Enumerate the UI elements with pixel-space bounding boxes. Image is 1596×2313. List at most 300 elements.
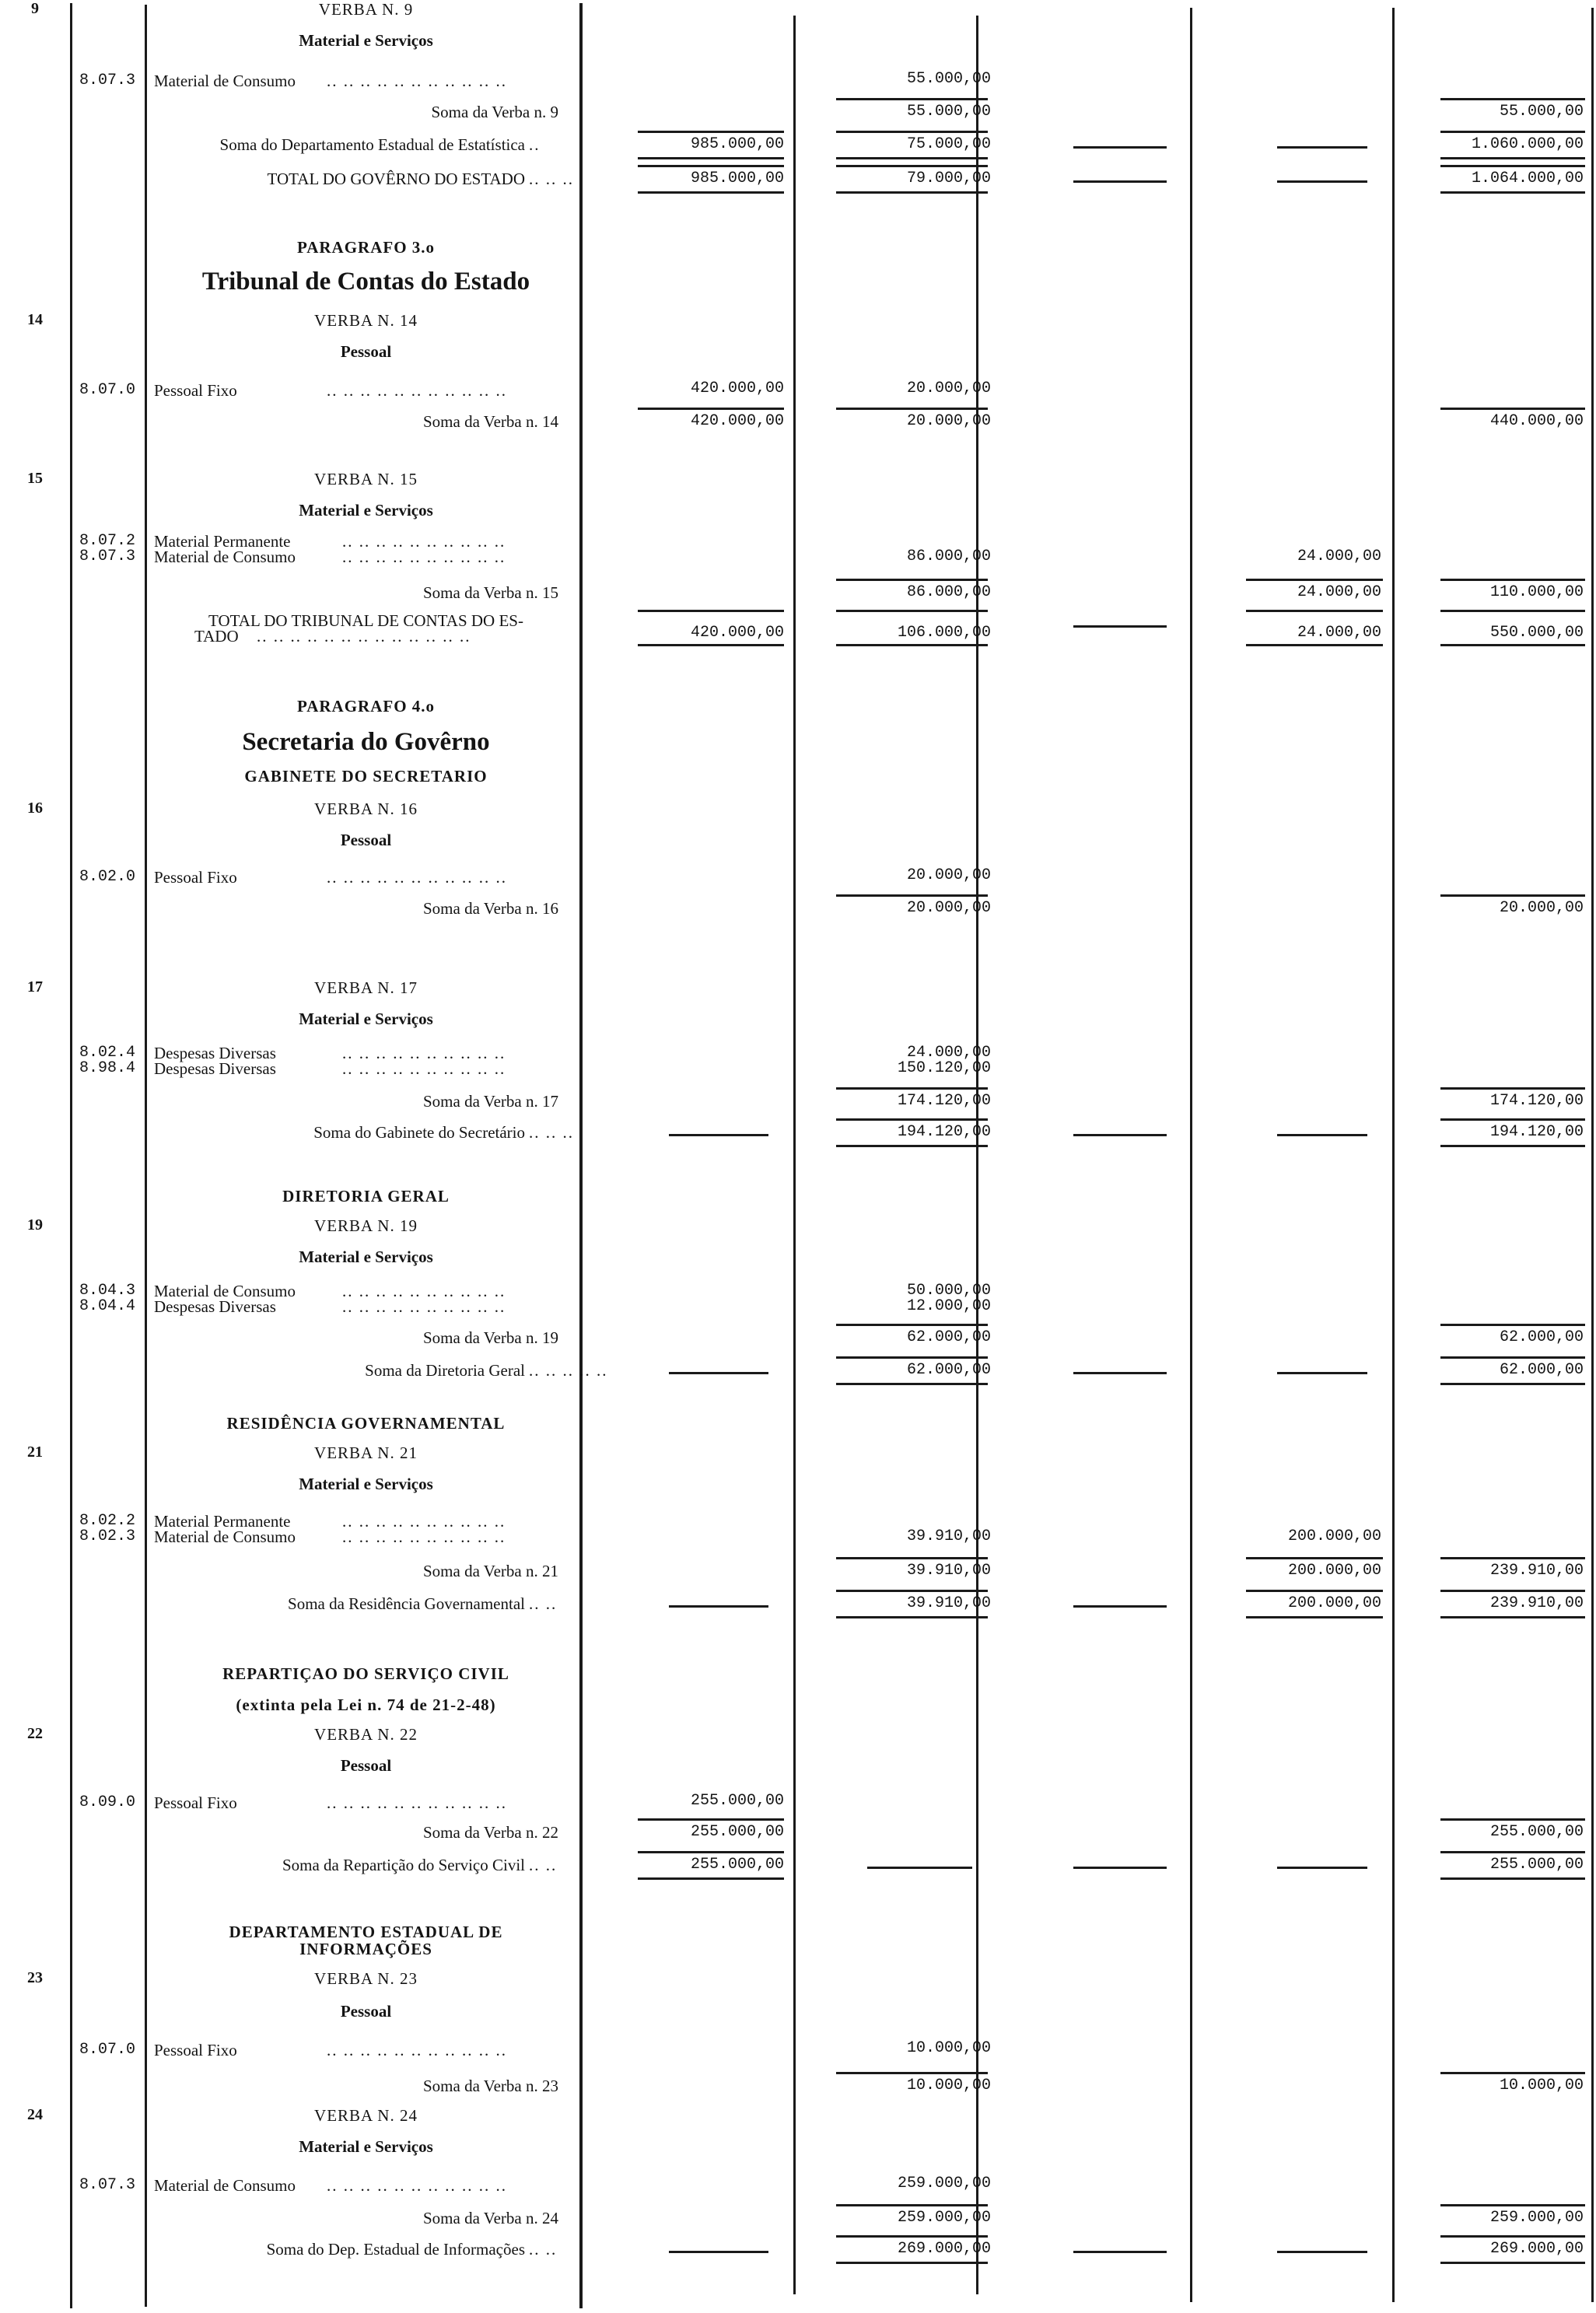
- entry-row: [0, 1559, 1596, 1590]
- amount-c2: 106.000,00: [897, 624, 991, 642]
- verba-heading: VERBA N. 21: [314, 1443, 418, 1462]
- entry-row: [0, 532, 1596, 566]
- double-rule: [836, 157, 988, 159]
- item-description: Material de Consumo: [154, 2176, 296, 2195]
- sum-rule: [638, 408, 784, 410]
- sum-label: Soma da Verba n. 16: [423, 899, 558, 918]
- amount-c5: 55.000,00: [1499, 103, 1584, 121]
- leader-dots: .. .. .. .. .. .. .. .. .. ..: [342, 1059, 506, 1078]
- amount-c5: 239.910,00: [1489, 1562, 1584, 1580]
- amount-c5: 269.000,00: [1489, 2240, 1584, 2258]
- sum-label: Soma da Verba n. 21: [423, 1562, 558, 1580]
- leader-dots: .. ..: [529, 2240, 558, 2259]
- sum-rule: [836, 1118, 988, 1121]
- amount-c2: 86.000,00: [906, 583, 991, 601]
- sum-rule: [836, 2072, 988, 2074]
- sum-rule: [1246, 579, 1383, 581]
- budget-code: 8.04.4: [79, 1297, 136, 1315]
- amount-c5: 440.000,00: [1489, 412, 1584, 430]
- item-description: Pessoal Fixo: [154, 1793, 237, 1812]
- sum-rule: [1440, 1590, 1585, 1592]
- entry-row: [0, 1820, 1596, 1851]
- blank-total-rule: [1073, 1867, 1167, 1869]
- amount-c1: 985.000,00: [690, 170, 784, 187]
- sum-rule: [1440, 1087, 1585, 1090]
- blank-total-rule: [1073, 1372, 1167, 1374]
- entry-row: [0, 1325, 1596, 1356]
- sum-label: Soma da Verba n. 17: [423, 1092, 558, 1111]
- entry-row: [0, 929, 1596, 958]
- double-rule: [638, 191, 784, 194]
- double-rule: [1440, 644, 1585, 646]
- entry-row: [0, 233, 1596, 266]
- sum-rule: [836, 610, 988, 612]
- leader-dots: .. .. .. .. .. .. .. .. .. .. ..: [327, 72, 507, 90]
- department-heading: DEPARTAMENTO ESTADUAL DE: [229, 1923, 503, 1941]
- leader-dots: ..: [529, 135, 541, 154]
- entry-row: [0, 1282, 1596, 1316]
- amount-c2: 259.000,00: [897, 2209, 991, 2227]
- sum-rule: [836, 1087, 988, 1090]
- double-rule: [1440, 1877, 1585, 1880]
- leader-dots: .. .. .. .. .. .. .. .. .. .. ..: [327, 1793, 507, 1812]
- double-rule: [638, 157, 784, 159]
- double-rule: [1440, 1145, 1585, 1147]
- sum-rule: [1440, 408, 1585, 410]
- sum-rule: [1246, 610, 1383, 612]
- verba-heading: VERBA N. 24: [314, 2106, 418, 2125]
- entry-row: [0, 1247, 1596, 1279]
- entry-row: [0, 31, 1596, 62]
- sum-rule: [638, 1851, 784, 1853]
- blank-total-rule: [669, 2251, 768, 2253]
- verba-number: 14: [27, 311, 43, 328]
- sum-label: Soma da Verba n. 14: [423, 412, 558, 431]
- entry-row: [0, 100, 1596, 131]
- entry-row: [0, 978, 1596, 1010]
- leader-dots: .. .. .. .. .. .. .. .. .. .. ..: [327, 868, 507, 887]
- entry-row: [0, 1756, 1596, 1787]
- leader-dots: .. .. .. .. .. .. .. .. .. .. ..: [327, 381, 507, 400]
- entry-row: [0, 831, 1596, 862]
- entry-row: [0, 1010, 1596, 1041]
- entry-row: [0, 0, 1596, 31]
- amount-c5: 62.000,00: [1499, 1328, 1584, 1346]
- leader-dots: .. .. .. .. .. .. .. .. .. ..: [342, 1044, 506, 1062]
- double-rule: [638, 1877, 784, 1880]
- amount-c5: 62.000,00: [1499, 1361, 1584, 1379]
- amount-c1: 420.000,00: [690, 412, 784, 430]
- item-description: Material Permanente: [154, 532, 291, 551]
- verba-number: 17: [27, 978, 43, 996]
- double-rule: [1246, 1616, 1383, 1618]
- amount-c4: 24.000,00: [1297, 583, 1381, 601]
- section-title: Secretaria do Govêrno: [242, 728, 490, 756]
- sum-rule: [1440, 579, 1585, 581]
- entry-row: [0, 896, 1596, 927]
- total-label: TOTAL DO TRIBUNAL DE CONTAS DO ES-: [208, 611, 523, 630]
- subsection-label: Pessoal: [340, 831, 392, 849]
- entry-row: [0, 1216, 1596, 1247]
- amount-c1: 255.000,00: [690, 1856, 784, 1874]
- verba-heading: VERBA N. 23: [314, 1969, 418, 1988]
- amount-c2: 20.000,00: [906, 380, 991, 397]
- sum-rule: [1440, 1557, 1585, 1559]
- blank-total-rule: [1277, 1134, 1367, 1136]
- amount-c4: 200.000,00: [1287, 1527, 1381, 1545]
- double-rule: [836, 1383, 988, 1385]
- budget-code: 8.07.3: [79, 548, 136, 565]
- amount-c5: 174.120,00: [1489, 1092, 1584, 1110]
- verba-heading: VERBA N. 19: [314, 1216, 418, 1235]
- sum-rule: [836, 1557, 988, 1559]
- amount-c2: 39.910,00: [906, 1562, 991, 1580]
- item-description: Despesas Diversas: [154, 1059, 276, 1078]
- sum-rule: [638, 131, 784, 133]
- sum-rule: [1440, 1851, 1585, 1853]
- double-rule: [836, 2262, 988, 2264]
- entry-row: [0, 2206, 1596, 2237]
- amount-c2: 55.000,00: [906, 70, 991, 88]
- entry-row: [0, 442, 1596, 471]
- double-rule: [638, 644, 784, 646]
- sum-rule: [836, 98, 988, 100]
- double-rule: [836, 1616, 988, 1618]
- amount-c5: 20.000,00: [1499, 899, 1584, 917]
- budget-code: 8.09.0: [79, 1793, 136, 1811]
- amount-c5: 10.000,00: [1499, 2077, 1584, 2094]
- sum-rule: [1440, 894, 1585, 897]
- amount-c5: 255.000,00: [1489, 1856, 1584, 1874]
- leader-dots: .. ..: [529, 1594, 558, 1613]
- verba-heading: VERBA N. 17: [314, 978, 418, 997]
- sum-label: Soma da Verba n. 22: [423, 1823, 558, 1842]
- entry-row: [0, 725, 1596, 767]
- entry-row: [0, 342, 1596, 373]
- subsection-label: Pessoal: [340, 1756, 392, 1775]
- subsection-label: Material e Serviços: [299, 1010, 433, 1028]
- verba-heading: VERBA N. 16: [314, 800, 418, 818]
- budget-code: 8.07.0: [79, 2041, 136, 2059]
- amount-c2: 20.000,00: [906, 412, 991, 430]
- entry-row: [0, 1184, 1596, 1215]
- item-description: Material de Consumo: [154, 72, 296, 90]
- sum-label: Soma da Residência Governamental: [288, 1594, 525, 1613]
- leader-dots: .. ..: [529, 1856, 558, 1874]
- item-description: Pessoal Fixo: [154, 381, 237, 400]
- entry-row: [0, 863, 1596, 896]
- leader-dots: .. .. ..: [529, 1123, 574, 1142]
- sum-label: Soma do Departamento Estadual de Estatística: [219, 135, 525, 154]
- blank-total-rule: [867, 1867, 972, 1869]
- verba-number: 19: [27, 1216, 43, 1233]
- item-description: Material Permanente: [154, 1512, 291, 1531]
- sum-label: Soma do Dep. Estadual de Informações: [266, 2240, 525, 2259]
- entry-row: [0, 1443, 1596, 1475]
- sum-rule: [1440, 165, 1585, 167]
- entry-row: [0, 1725, 1596, 1756]
- entry-row: [0, 1044, 1596, 1078]
- amount-c2: 62.000,00: [906, 1328, 991, 1346]
- blank-total-rule: [1073, 625, 1167, 628]
- verba-heading: VERBA N. 14: [314, 311, 418, 330]
- leader-dots: .. .. .. .. ..: [529, 1361, 608, 1380]
- entry-row: [0, 652, 1596, 681]
- amount-c2: 50.000,00: [906, 1282, 991, 1300]
- amount-c5: 1.060.000,00: [1471, 135, 1584, 153]
- amount-c2: 20.000,00: [906, 899, 991, 917]
- item-description: Pessoal Fixo: [154, 868, 237, 887]
- sum-rule: [638, 1818, 784, 1821]
- double-rule: [1440, 1616, 1585, 1618]
- blank-total-rule: [1073, 146, 1167, 149]
- amount-c2: 10.000,00: [906, 2077, 991, 2094]
- amount-c2: 39.910,00: [906, 1527, 991, 1545]
- total-label: TADO: [194, 627, 239, 646]
- subsection-label: Material e Serviços: [299, 501, 433, 520]
- entry-row: [0, 2106, 1596, 2137]
- double-rule: [1440, 157, 1585, 159]
- entry-row: [0, 2073, 1596, 2105]
- entry-row: [0, 1969, 1596, 2000]
- sum-rule: [1440, 1118, 1585, 1121]
- blank-total-rule: [1277, 2251, 1367, 2253]
- entry-row: [0, 800, 1596, 831]
- entry-row: [0, 764, 1596, 795]
- entry-row: [0, 264, 1596, 306]
- double-rule: [1440, 2262, 1585, 2264]
- sum-rule: [836, 1590, 988, 1592]
- department-heading: DIRETORIA GERAL: [282, 1187, 450, 1205]
- blank-total-rule: [1277, 180, 1367, 183]
- subsection-label: Material e Serviços: [299, 1247, 433, 1266]
- verba-number: 16: [27, 800, 43, 817]
- amount-c2: 20.000,00: [906, 866, 991, 884]
- sum-rule: [1440, 2204, 1585, 2206]
- entry-row: [0, 580, 1596, 611]
- blank-total-rule: [669, 1372, 768, 1374]
- budget-code: 8.07.0: [79, 381, 136, 399]
- item-description: Material de Consumo: [154, 1527, 296, 1546]
- verba-heading: VERBA N. 9: [318, 0, 414, 19]
- double-rule: [1440, 1383, 1585, 1385]
- leader-dots: .. .. .. .. .. .. .. .. .. ..: [342, 532, 506, 551]
- sum-rule: [836, 894, 988, 897]
- blank-total-rule: [1277, 1372, 1367, 1374]
- double-rule: [836, 191, 988, 194]
- sum-rule: [1440, 98, 1585, 100]
- leader-dots: .. .. .. .. .. .. .. .. .. .. .. .. ..: [257, 627, 471, 646]
- amount-c5: 194.120,00: [1489, 1123, 1584, 1141]
- entry-row: [0, 1625, 1596, 1655]
- leader-dots: .. .. .. .. .. .. .. .. .. ..: [342, 548, 506, 566]
- sum-rule: [638, 610, 784, 612]
- double-rule: [1440, 191, 1585, 194]
- leader-dots: .. .. .. .. .. .. .. .. .. ..: [342, 1282, 506, 1300]
- entry-row: [0, 1475, 1596, 1506]
- department-heading: (extinta pela Lei n. 74 de 21-2-48): [236, 1695, 496, 1714]
- sum-rule: [1440, 1356, 1585, 1359]
- amount-c1: 420.000,00: [690, 624, 784, 642]
- sum-label: TOTAL DO GOVÊRNO DO ESTADO: [267, 170, 525, 188]
- subsection-label: Material e Serviços: [299, 2137, 433, 2156]
- entry-row: [0, 470, 1596, 501]
- entry-row: [0, 1411, 1596, 1442]
- entry-row: [0, 1089, 1596, 1120]
- sum-label: Soma da Verba n. 15: [423, 583, 558, 602]
- subsection-label: Material e Serviços: [299, 1475, 433, 1493]
- budget-code: 8.04.3: [79, 1282, 136, 1300]
- amount-c2: 269.000,00: [897, 2240, 991, 2258]
- entry-row: [0, 201, 1596, 230]
- verba-number: 15: [27, 470, 43, 487]
- entry-row: [0, 1789, 1596, 1821]
- entry-row: [0, 501, 1596, 532]
- amount-c4: 200.000,00: [1287, 1562, 1381, 1580]
- verba-number: 22: [27, 1725, 43, 1742]
- amount-c1: 255.000,00: [690, 1792, 784, 1810]
- budget-code: 8.07.2: [79, 532, 136, 550]
- sum-rule: [836, 1356, 988, 1359]
- verba-heading: VERBA N. 15: [314, 470, 418, 488]
- amount-c2: 55.000,00: [906, 103, 991, 121]
- budget-code: 8.02.0: [79, 868, 136, 886]
- leader-dots: .. .. ..: [529, 170, 574, 188]
- sum-label: Soma da Verba n. 23: [423, 2077, 558, 2095]
- amount-c2: 259.000,00: [897, 2175, 991, 2192]
- amount-c4: 200.000,00: [1287, 1594, 1381, 1612]
- sum-rule: [638, 165, 784, 167]
- entry-row: [0, 692, 1596, 725]
- amount-c5: 259.000,00: [1489, 2209, 1584, 2227]
- blank-total-rule: [1277, 146, 1367, 149]
- item-description: Despesas Diversas: [154, 1044, 276, 1062]
- amount-c2: 75.000,00: [906, 135, 991, 153]
- amount-c5: 255.000,00: [1489, 1823, 1584, 1841]
- verba-heading: VERBA N. 22: [314, 1725, 418, 1744]
- amount-c2: 62.000,00: [906, 1361, 991, 1379]
- blank-total-rule: [669, 1605, 768, 1608]
- amount-c4: 24.000,00: [1297, 548, 1381, 565]
- budget-code: 8.02.3: [79, 1527, 136, 1545]
- amount-c1: 255.000,00: [690, 1823, 784, 1841]
- item-description: Despesas Diversas: [154, 1297, 276, 1316]
- entry-row: [0, 2002, 1596, 2033]
- budget-code: 8.02.2: [79, 1512, 136, 1530]
- amount-c2: 24.000,00: [906, 1044, 991, 1062]
- blank-total-rule: [1073, 180, 1167, 183]
- sum-rule: [1440, 131, 1585, 133]
- amount-c1: 420.000,00: [690, 380, 784, 397]
- budget-code: 8.07.3: [79, 72, 136, 89]
- entry-row: [0, 2171, 1596, 2204]
- item-description: Material de Consumo: [154, 1282, 296, 1300]
- sum-label: Soma da Repartição do Serviço Civil: [282, 1856, 525, 1874]
- amount-c1: 985.000,00: [690, 135, 784, 153]
- double-rule: [836, 1145, 988, 1147]
- amount-c2: 174.120,00: [897, 1092, 991, 1110]
- entry-row: [0, 1923, 1596, 1960]
- paragraph-label: PARAGRAFO 3.o: [296, 238, 436, 257]
- sum-label: Soma da Diretoria Geral: [365, 1361, 525, 1380]
- sum-rule: [1440, 1818, 1585, 1821]
- sum-rule: [836, 579, 988, 581]
- entry-row: [0, 2036, 1596, 2069]
- entry-row: [0, 311, 1596, 342]
- leader-dots: .. .. .. .. .. .. .. .. .. ..: [342, 1512, 506, 1531]
- amount-c5: 1.064.000,00: [1471, 170, 1584, 187]
- sum-rule: [1440, 1324, 1585, 1326]
- budget-code: 8.07.3: [79, 2176, 136, 2194]
- amount-c2: 10.000,00: [906, 2039, 991, 2057]
- sum-rule: [836, 2235, 988, 2238]
- sum-label: Soma da Verba n. 9: [431, 103, 558, 121]
- amount-c2: 12.000,00: [906, 1297, 991, 1315]
- blank-total-rule: [1073, 1134, 1167, 1136]
- subsection-label: Pessoal: [340, 2002, 392, 2021]
- sum-rule: [1440, 2235, 1585, 2238]
- sum-label: Soma do Gabinete do Secretário: [313, 1123, 525, 1142]
- leader-dots: .. .. .. .. .. .. .. .. .. .. ..: [327, 2041, 507, 2059]
- paragraph-label: PARAGRAFO 4.o: [296, 697, 436, 716]
- entry-row: [0, 1692, 1596, 1723]
- entry-row: [0, 376, 1596, 409]
- budget-code: 8.98.4: [79, 1059, 136, 1077]
- sum-rule: [1440, 610, 1585, 612]
- sum-rule: [1246, 1557, 1383, 1559]
- sum-rule: [836, 165, 988, 167]
- blank-total-rule: [669, 1134, 768, 1136]
- entry-row: [0, 2137, 1596, 2168]
- entry-row: [0, 1151, 1596, 1181]
- sum-rule: [836, 131, 988, 133]
- entry-row: [0, 1887, 1596, 1916]
- double-rule: [836, 644, 988, 646]
- amount-c5: 239.910,00: [1489, 1594, 1584, 1612]
- entry-row: [0, 409, 1596, 440]
- sum-rule: [836, 1324, 988, 1326]
- sum-label: Soma da Verba n. 19: [423, 1328, 558, 1347]
- section-title: Tribunal de Contas do Estado: [201, 268, 530, 296]
- entry-row: [0, 1661, 1596, 1692]
- entry-row: [0, 1512, 1596, 1546]
- subsection-label: Material e Serviços: [299, 31, 433, 50]
- blank-total-rule: [1073, 2251, 1167, 2253]
- verba-number: 24: [27, 2106, 43, 2123]
- sum-rule: [836, 2204, 988, 2206]
- sum-rule: [1246, 1590, 1383, 1592]
- item-description: Pessoal Fixo: [154, 2041, 237, 2059]
- verba-number: 21: [27, 1443, 43, 1461]
- verba-number: 23: [27, 1969, 43, 1986]
- leader-dots: .. .. .. .. .. .. .. .. .. .. ..: [327, 2176, 507, 2195]
- item-description: Material de Consumo: [154, 548, 296, 566]
- department-heading: RESIDÊNCIA GOVERNAMENTAL: [226, 1414, 506, 1433]
- amount-c2: 86.000,00: [906, 548, 991, 565]
- department-heading: INFORMAÇÕES: [299, 1940, 432, 1958]
- leader-dots: .. .. .. .. .. .. .. .. .. ..: [342, 1297, 506, 1316]
- amount-c2: 194.120,00: [897, 1123, 991, 1141]
- sum-label: Soma da Verba n. 24: [423, 2209, 558, 2227]
- department-heading: GABINETE DO SECRETARIO: [244, 767, 488, 786]
- amount-c5: 550.000,00: [1489, 624, 1584, 642]
- amount-c2: 79.000,00: [906, 170, 991, 187]
- budget-code: 8.02.4: [79, 1044, 136, 1062]
- sum-rule: [1440, 2072, 1585, 2074]
- entry-row: [0, 611, 1596, 646]
- amount-c5: 110.000,00: [1489, 583, 1584, 601]
- entry-row: [0, 67, 1596, 100]
